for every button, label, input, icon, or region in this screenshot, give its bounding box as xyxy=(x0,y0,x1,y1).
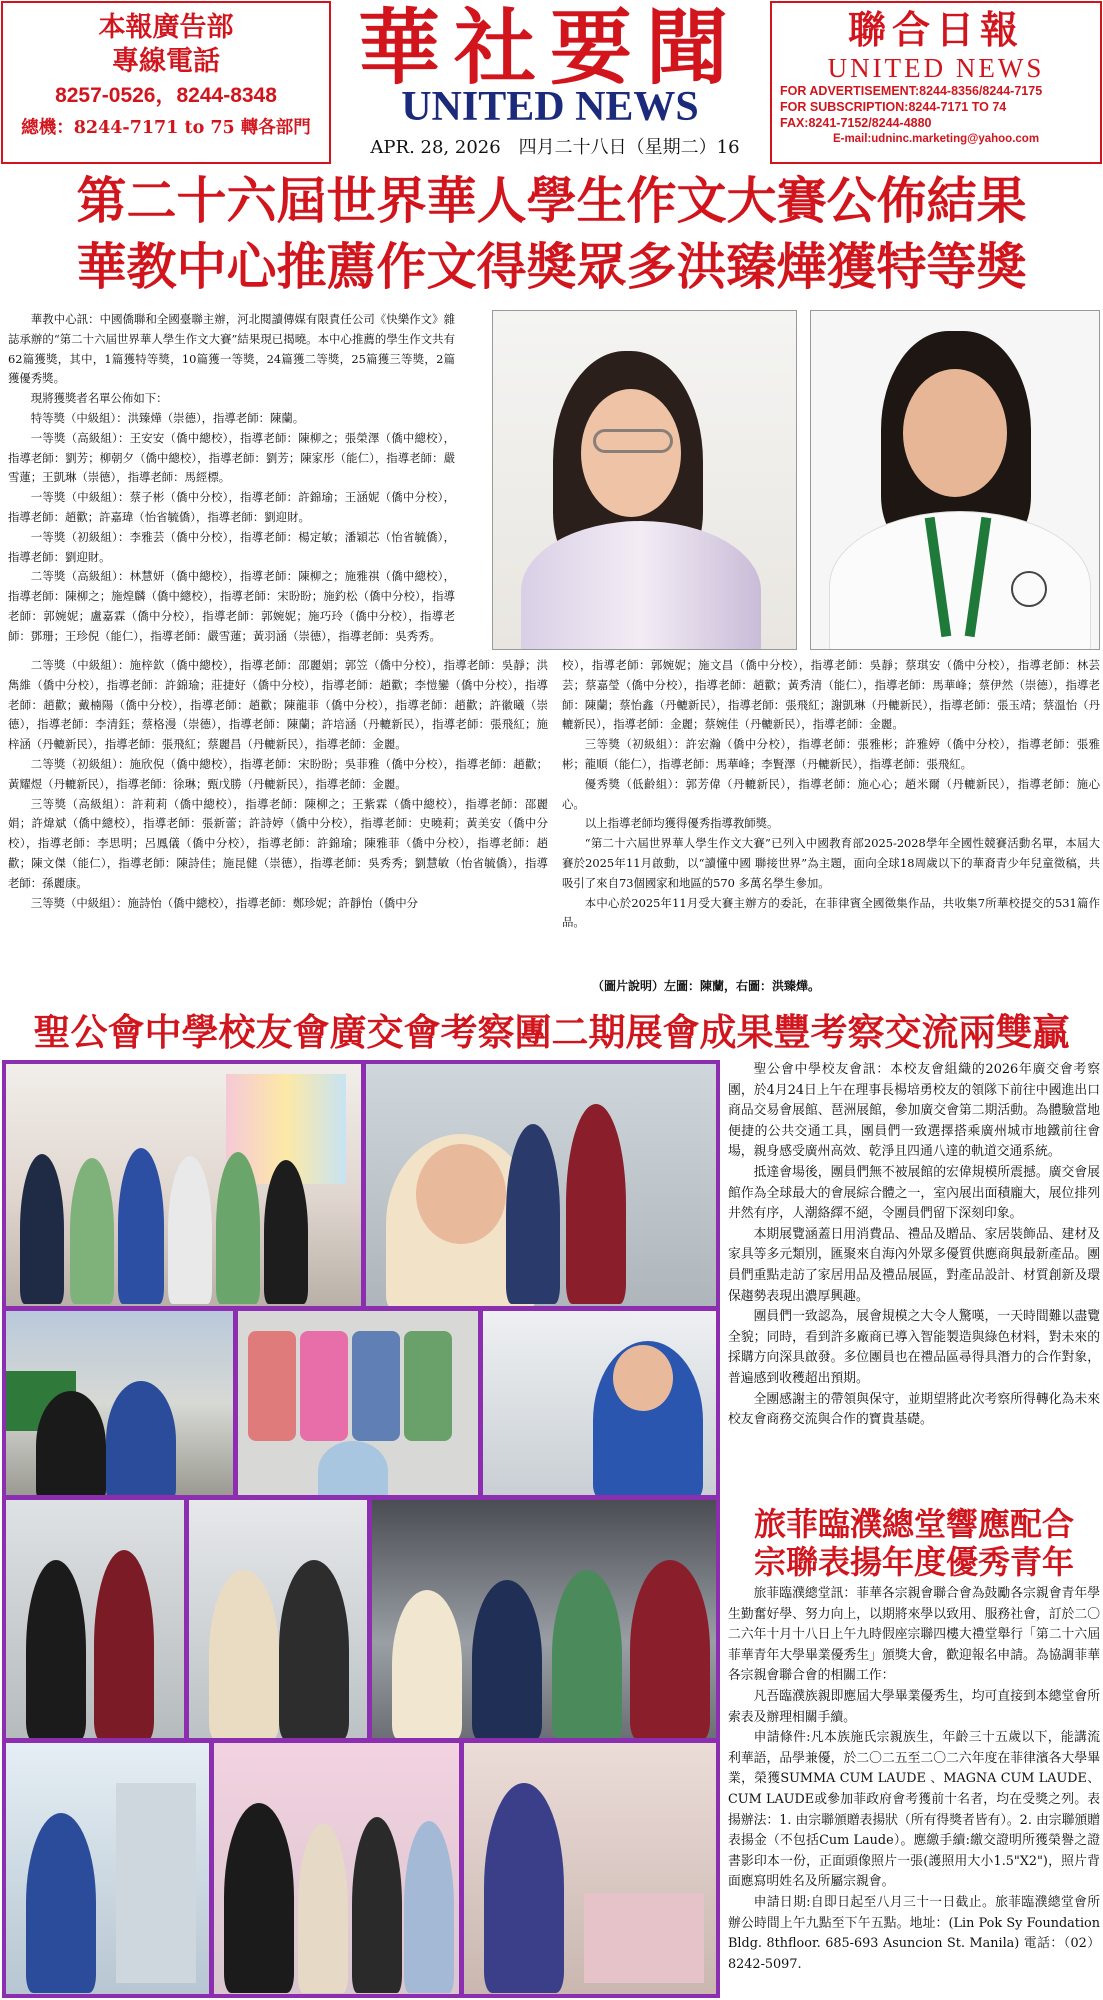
station-group-photo xyxy=(371,1499,717,1739)
story1-paragraph: “第二十六屆世界華人學生作文大賽”已列入中國教育部2025-2028學年全國性競賽活動名單，本屆大賽於2025年11月啟動，以“讀懂中國 聯接世界”為主題，面向全球18周歲以下的華裔青少年兒童徵稿，共吸引了來自73個國家和地區的570 多萬名學生參加。 xyxy=(562,836,1100,890)
booth-visit-photo xyxy=(482,1310,717,1496)
dateline: APR. 28, 2026 四月二十八日（星期二）16 xyxy=(370,137,740,158)
outdoor-expo-photo xyxy=(5,1310,234,1496)
united-news-en: UNITED NEWS xyxy=(827,53,1045,83)
story1-paragraph: 二等獎（中級組）：施梓欽（僑中總校），指導老師：邵麗娟；郭笠（僑中分校），指導老師：吳靜；洪雋維（僑中分校），指導老師：許錦瑜；莊捷好（僑中分校），指導老師：趙歡；李愷鑾（僑中分校），指導老師：趙歡；戴楠陽（僑中分校），指導老師：趙歡；陳龍菲（僑中分校），指導老師：趙歡；許徽曦（崇德），指導老師：李清鈺；蔡格漫（崇德），指導老師：陳蘭；許培涵（丹轆新民），指導老師：張飛紅；施梓涵（丹轆新民），指導老師：張飛紅；蔡麗昌（丹轆新民），指導老師：金麗。 xyxy=(8,658,548,752)
expo-group-photo xyxy=(5,1063,362,1307)
portrait-photo-hong-zhenye xyxy=(810,310,1100,650)
story1-paragraph: 三等獎（中級組）：施詩怡（僑中總校），指導老師：鄭珍妮；許靜怡（僑中分 xyxy=(30,895,419,910)
story3-body xyxy=(728,1584,1100,1998)
story1-paragraph: 二等獎（高級組）：林慧妍（僑中總校），指導老師：陳柳之；施雅祺（僑中總校），指導老師：陳柳之；施煌麟（僑中總校），指導老師：宋盼盼；施釣松（僑中分校），指導老師：郭婉妮；盧嘉霖（僑中分校），指導老師：郭婉妮；施巧玲（僑中分校），指導老師：鄧珊；王珍倪（能仁），指導老師：嚴雪蓮；黃羽涵（崇德），指導老師：吳秀秀。 xyxy=(8,569,455,643)
story1-headline-2: 華教中心推薦作文得獎眾多洪臻燁獲特等獎 xyxy=(76,237,1027,296)
story1-column-wide xyxy=(8,656,548,1012)
story1-paragraph: 本中心於2025年11月受大賽主辦方的委託，在菲律賓全國徵集作品，共收集7所華校提交的531篇作品。 xyxy=(562,895,1100,930)
raincoat-display-photo xyxy=(237,1310,479,1496)
contact-email[interactable]: E-mail:udninc.marketing@yahoo.com xyxy=(832,133,1040,145)
story1-column-left xyxy=(8,310,455,654)
story2-paragraph: 本期展覽涵蓋日用消費品、禮品及贈品、家居裝飾品、建材及家具等多元類別，匯聚來自海內外眾多優質供應商與最新產品。團員們重點走訪了家居用品及禮品展區，對產品設計、材質創新及環保趨勢表現出濃厚興趣。 xyxy=(728,1226,1100,1304)
story3-paragraph: 凡吾臨濮族親即應屆大學畢業優秀生，均可直接到本總堂會所索表及辦理相關手續。 xyxy=(728,1688,1100,1725)
story3-headline-2: 宗聯表揚年度優秀青年 xyxy=(753,1543,1074,1581)
story3-headline-1: 旅菲臨濮總堂響應配合 xyxy=(753,1505,1074,1543)
portrait-photo-chen-lan xyxy=(492,310,797,650)
story2-body xyxy=(728,1060,1100,1502)
story1-paragraph: 華教中心訊：中國僑聯和全國臺聯主辦，河北閱讀傳媒有限責任公司《快樂作文》雜誌承辦的“第二十六屆世界華人學生作文大賽”結果現已揭曉。本中心推薦的學生作文共有62篇獲獎，其中，1篇獲特等獎，10篇獲一等獎，24篇獲二等獎，25篇獲三等獎，2篇獲優秀獎。 xyxy=(8,312,455,386)
story1-paragraph: 以上指導老師均獲得優秀指導教師獎。 xyxy=(584,816,779,831)
ad-phone-numbers: 8257-0526，8244-8348 xyxy=(55,84,277,107)
story1-paragraph: 一等獎（初級組）：李雅芸（僑中分校），指導老師：楊定敏；潘穎芯（怡省毓僑），指導老師：劉迎財。 xyxy=(8,529,455,564)
ad-dept-title: 本報廣告部 xyxy=(98,12,234,43)
story2-paragraph: 全團感謝主的帶領與保守，並期望將此次考察所得轉化為未來校友會商務交流與合作的寶貴基礎。 xyxy=(728,1391,1100,1428)
subscription-phone: FOR SUBSCRIPTION:8244-7171 TO 74 xyxy=(780,100,1007,114)
story1-paragraph: 二等獎（初級組）：施欣倪（僑中總校），指導老師：宋盼盼；吳菲雅（僑中分校），指導老師：趙歡；黃耀煜（丹轆新民），指導老師：徐琳；甄戊勝（丹轆新民），指導老師：金麗。 xyxy=(8,756,548,791)
story1-paragraph: 優秀獎（低齡組）：郭芳偉（丹轆新民），指導老師：施心心；趙米爾（丹轆新民），指導老師：施心心。 xyxy=(562,776,1100,811)
section-title-en: UNITED NEWS xyxy=(401,84,699,130)
story1-headline-1: 第二十六屆世界華人學生作文大賽公佈結果 xyxy=(76,171,1027,230)
united-news-info-box xyxy=(770,1,1102,164)
story3-paragraph: 申請日期:自即日起至八月三十一日截止。旅菲臨濮總堂會所辦公時間上午九點至下午五點。地址：(Lin Pok Sy Foundation Bldg. 8thfloor. 685-693 Asuncion St. Manila) 電話：（02）8242-5097. xyxy=(728,1894,1100,1972)
metro-train-photo-2 xyxy=(188,1499,368,1739)
section-title-cn: 華社要聞 xyxy=(357,0,742,96)
photo-collage xyxy=(2,1060,720,1998)
story1-column-right xyxy=(562,656,1100,970)
story1-paragraph: 現將獲獎者名單公佈如下： xyxy=(30,391,168,406)
homeware-display-photo xyxy=(463,1742,717,1995)
ad-phone-box xyxy=(1,1,331,164)
story2-headline: 聖公會中學校友會廣交會考察團二期展會成果豐考察交流兩雙贏 xyxy=(33,1010,1070,1054)
subway-selfie-photo xyxy=(365,1063,717,1307)
story3-paragraph: 旅菲臨濮總堂訊：菲華各宗親會聯合會為鼓勵各宗親會青年學生勤奮好學、努力向上，以期將來學以致用、服務社會，訂於二〇二六年十月十八日上午九時假座宗聯四樓大禮堂舉行「第二十六屆菲華青年大學畢業優秀生」頒獎大會，歡迎報名申請。為協調菲華各宗親會聯合會的相關工作： xyxy=(728,1586,1100,1684)
story2-paragraph: 聖公會中學校友會訊：本校友會組織的2026年廣交會考察團，於4月24日上午在理事長楊培勇校友的領隊下前往中國進出口商品交易會展館、琶洲展館，參加廣交會第二期活動。為體驗當地便捷的公共交通工具，團員們一致選擇搭乘廣州城市地鐵前往會場，親身感受廣州高效、乾淨且四通八達的軌道交通系統。 xyxy=(728,1062,1100,1160)
story2-paragraph: 團員們一致認為，展會規模之大令人驚嘆，一天時間難以盡覽全貌；同時，看到許多廠商已導入智能製造與綠色材料，對未來的採購方向深具啟發。多位團員也在禮品區尋得具潛力的合作對象，普遍感到收穫超出預期。 xyxy=(728,1309,1100,1386)
story2-paragraph: 抵達會場後，團員們無不被展館的宏偉規模所震撼。廣交會展館作為全球最大的會展綜合體之一，室內展出面積龐大，展位排列井然有序，人潮絡繹不絕，令團員們留下深刻印象。 xyxy=(728,1164,1100,1222)
kitchenware-booth-photo xyxy=(5,1742,210,1995)
story3-paragraph: 申請條件:凡本族施氏宗親族生，年齡三十五歲以下，能講流利華語，品學兼優，於二〇二五至二〇二六年度在菲律濱各大學畢業，榮獲SUMMA CUM LAUDE 、MAGNA CUM LAUDE、CUM LAUDE或參加菲政府會考獲前十名者，均在受獎之列。表揚辦法：1. 由宗聯頒贈表揚狀（所有得獎者皆有）。2. 由宗聯頒贈表揚金（不包括Cum Laude）。應繳手續:繳交證明所獲榮譽之證書影印本一份，正面頭像照片一張(護照用大小1.5"X2")，照片背面應寫明姓名及所屬宗親會。 xyxy=(728,1730,1100,1890)
photo-caption: （圖片說明）左圖：陳蘭，右圖：洪臻燁。 xyxy=(592,979,821,993)
fax-number: FAX:8241-7152/8244-4880 xyxy=(780,116,932,130)
story1-paragraph: 三等獎（初級組）：許宏瀚（僑中分校），指導老師：張雅彬；許雅婷（僑中分校），指導老師：張雅彬；龍順（能仁），指導老師：馬華峰；李賢澤（丹轆新民），指導老師：張飛紅。 xyxy=(562,737,1100,771)
metro-train-photo-1 xyxy=(5,1499,185,1739)
group-photo-booth xyxy=(213,1742,460,1995)
story1-paragraph: 一等獎（高級組）：王安安（僑中總校），指導老師：陳柳之；張榮澤（僑中總校），指導老師：劉芳；柳朝夕（僑中總校），指導老師：劉芳；陳家彤（能仁），指導老師：嚴雪蓮；王凱琳（崇德），指導老師：馬經標。 xyxy=(8,430,455,485)
story1-paragraph: 一等獎（中級組）：蔡子彬（僑中分校），指導老師：許錦瑜；王涵妮（僑中分校），指導老師：趙歡；許嘉瑋（怡省毓僑），指導老師：劉迎財。 xyxy=(8,490,455,524)
story1-paragraph: 特等獎（中級組）：洪臻燁（崇德），指導老師：陳蘭。 xyxy=(30,410,305,425)
united-news-cn: 聯合日報 xyxy=(847,7,1024,52)
ad-switchboard: 總機：8244-7171 to 75 轉各部門 xyxy=(21,118,311,138)
story1-paragraph: 三等獎（高級組）：許莉莉（僑中總校），指導老師：陳柳之；王紫霖（僑中總校），指導老師：邵麗娟；許煒斌（僑中總校），指導老師：張新蕾；許詩婷（僑中分校），指導老師：史曉莉；黃美安（僑中分校），指導老師：李思明；呂鳳儀（僑中分校），指導老師：許錦瑜；陳雅菲（僑中分校），指導老師：趙歡；陳文傑（能仁），指導老師：陳詩佳；施昆健（崇德），指導老師：吳秀秀；劉慧敏（怡省毓僑），指導老師：孫麗康。 xyxy=(8,796,548,890)
story1-paragraph: 校），指導老師：郭婉妮；施文昌（僑中分校），指導老師：吳靜；蔡琪安（僑中分校），指導老師：林芸芸；蔡嘉瑩（僑中分校），指導老師：趙歡；黃秀清（能仁），指導老師：馬華峰；蔡伊然（崇德），指導老師：陳蘭；蔡怡鑫（丹轆新民），指導老師：張飛紅；謝凱琳（丹轆新民），指導老師：張玉靖；蔡溫怡（丹轆新民），指導老師：金麗；蔡婉佳（丹轆新民），指導老師：金麗。 xyxy=(562,658,1100,732)
ad-hotline-title: 專線電話 xyxy=(112,46,220,77)
advertisement-phone: FOR ADVERTISEMENT:8244-8356/8244-7175 xyxy=(780,84,1043,98)
